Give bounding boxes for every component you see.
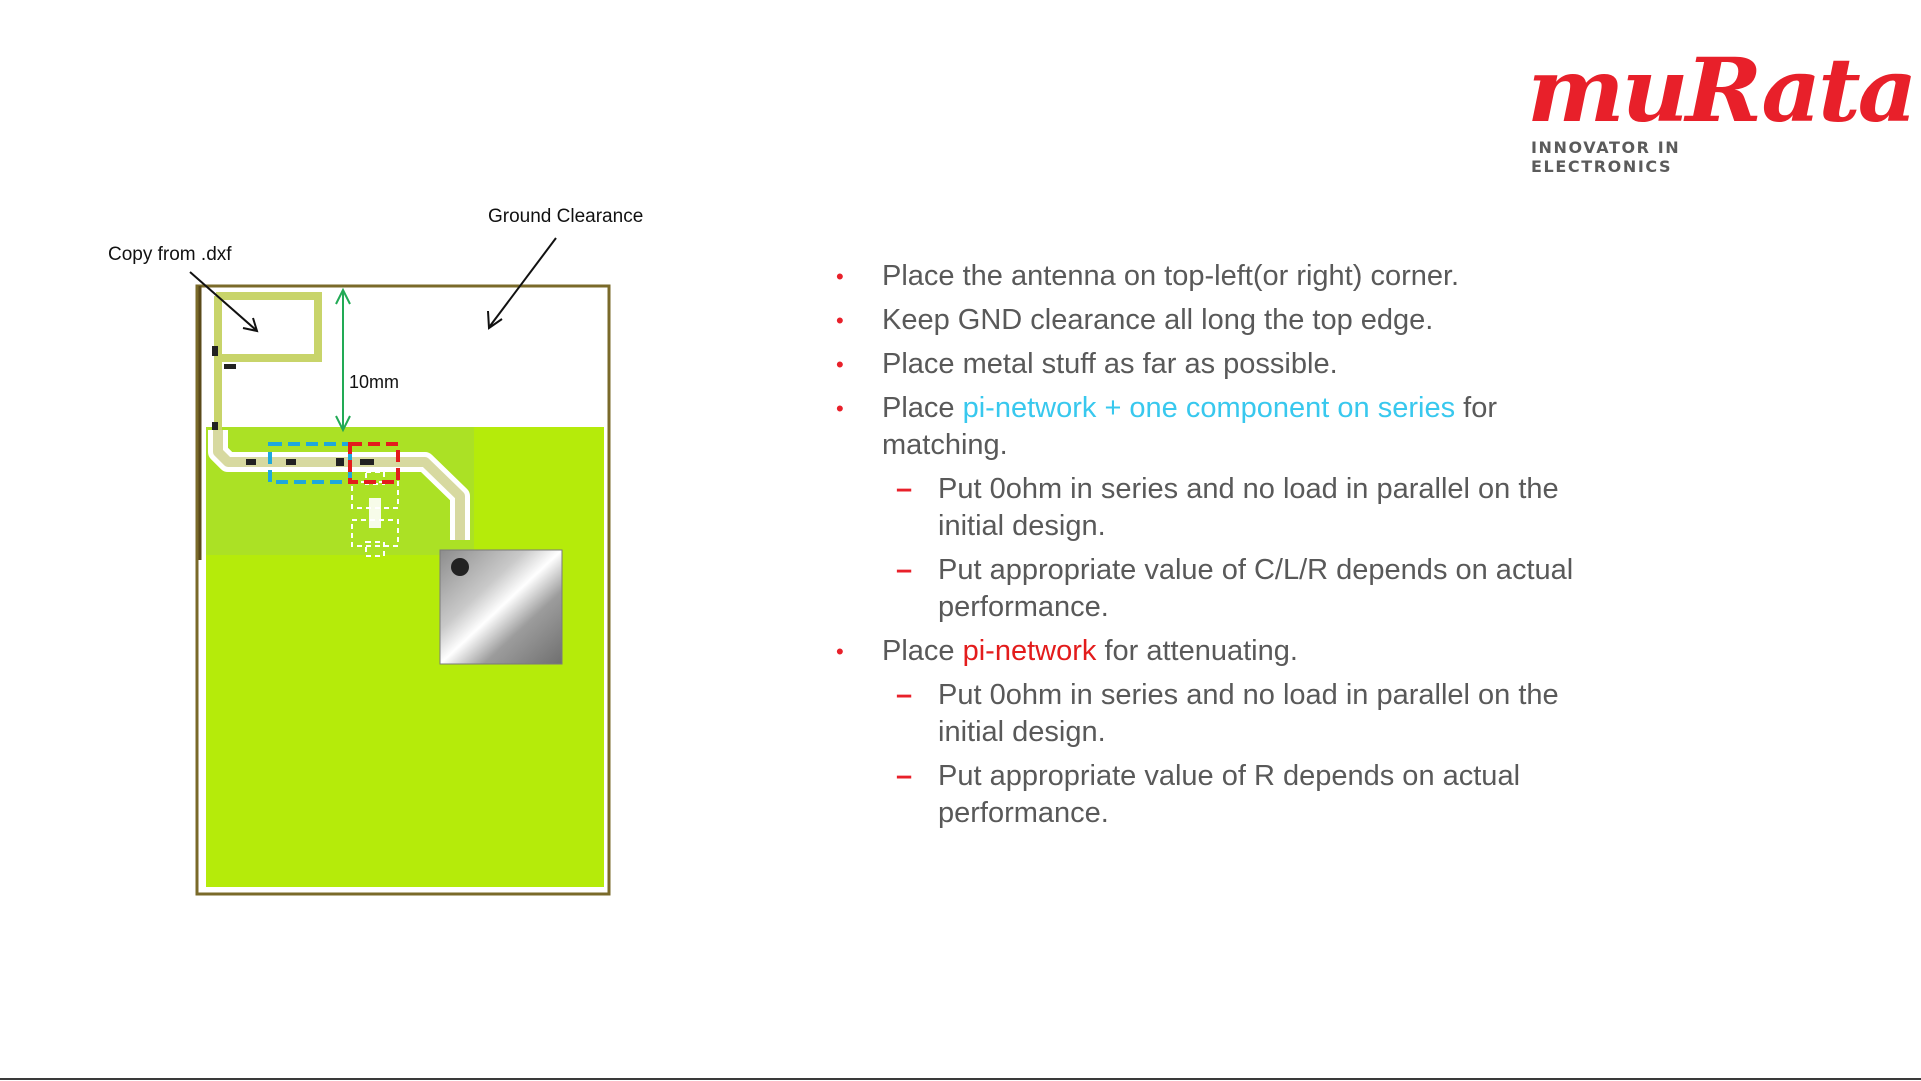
bullet-item [830, 390, 1590, 464]
sub-bullet-marker: – [896, 760, 913, 792]
component-pad [360, 459, 374, 465]
sub-bullet-marker: – [896, 554, 913, 586]
murata-logo [1515, 38, 1915, 176]
sub-bullet-text: Put 0ohm in series and no load in parallel on the initial design. [938, 473, 1559, 542]
bullet-text: Place metal stuff as far as possible. [882, 348, 1338, 380]
sub-bullet-item [830, 677, 1590, 751]
bullet-text-prefix: Place [882, 635, 963, 667]
pcb-diagram-svg [0, 190, 760, 930]
ground-clearance-label: Ground Clearance [488, 206, 644, 227]
bullet-text: Place the antenna on top-left(or right) corner. [882, 260, 1460, 292]
module-pin1-dot [451, 558, 469, 576]
component-pad [336, 458, 344, 466]
sub-bullet-text: Put appropriate value of C/L/R depends on actual performance. [938, 554, 1574, 623]
sub-bullet-marker: – [896, 679, 913, 711]
antenna-pad-2 [224, 364, 236, 369]
antenna-pad-1 [212, 346, 218, 356]
highlight-attenuating-network: pi-network [962, 635, 1097, 667]
dimension-label: 10mm [349, 372, 400, 392]
bullet-marker: • [836, 264, 844, 289]
bottom-rule [0, 1078, 1921, 1080]
component-keepout-zone [206, 427, 474, 555]
sub-bullet-marker: – [896, 473, 913, 505]
pcb-layout-diagram [0, 190, 760, 930]
bullet-item [830, 302, 1590, 339]
bullet-text-suffix: for attenuating. [1096, 635, 1298, 667]
bullet-marker: • [836, 396, 844, 421]
sub-bullet-item [830, 552, 1590, 626]
sub-bullet-text: Put 0ohm in series and no load in parallel on the initial design. [938, 679, 1559, 748]
bullet-marker: • [836, 639, 844, 664]
guideline-bullet-list [830, 258, 1590, 839]
bullet-text-suffix: for matching. [882, 392, 1497, 461]
copy-from-dxf-label: Copy from .dxf [108, 244, 232, 265]
bullet-item [830, 258, 1590, 295]
component-pad [286, 459, 296, 465]
highlight-matching-network: pi-network + one component on series [962, 392, 1456, 424]
bullet-marker: • [836, 308, 844, 333]
bullet-text-prefix: Place [882, 392, 963, 424]
bullet-marker: • [836, 352, 844, 377]
bullet-item [830, 346, 1590, 383]
sub-bullet-item [830, 471, 1590, 545]
bullet-text: Keep GND clearance all long the top edge. [882, 304, 1434, 336]
logo-wordmark: muRata [1527, 38, 1915, 142]
bullet-item [830, 633, 1590, 670]
sub-bullet-text: Put appropriate value of R depends on actual performance. [938, 760, 1521, 829]
component-pad [246, 459, 256, 465]
sub-bullet-item [830, 758, 1590, 832]
logo-tagline: INNOVATOR IN ELECTRONICS [1531, 138, 1681, 176]
